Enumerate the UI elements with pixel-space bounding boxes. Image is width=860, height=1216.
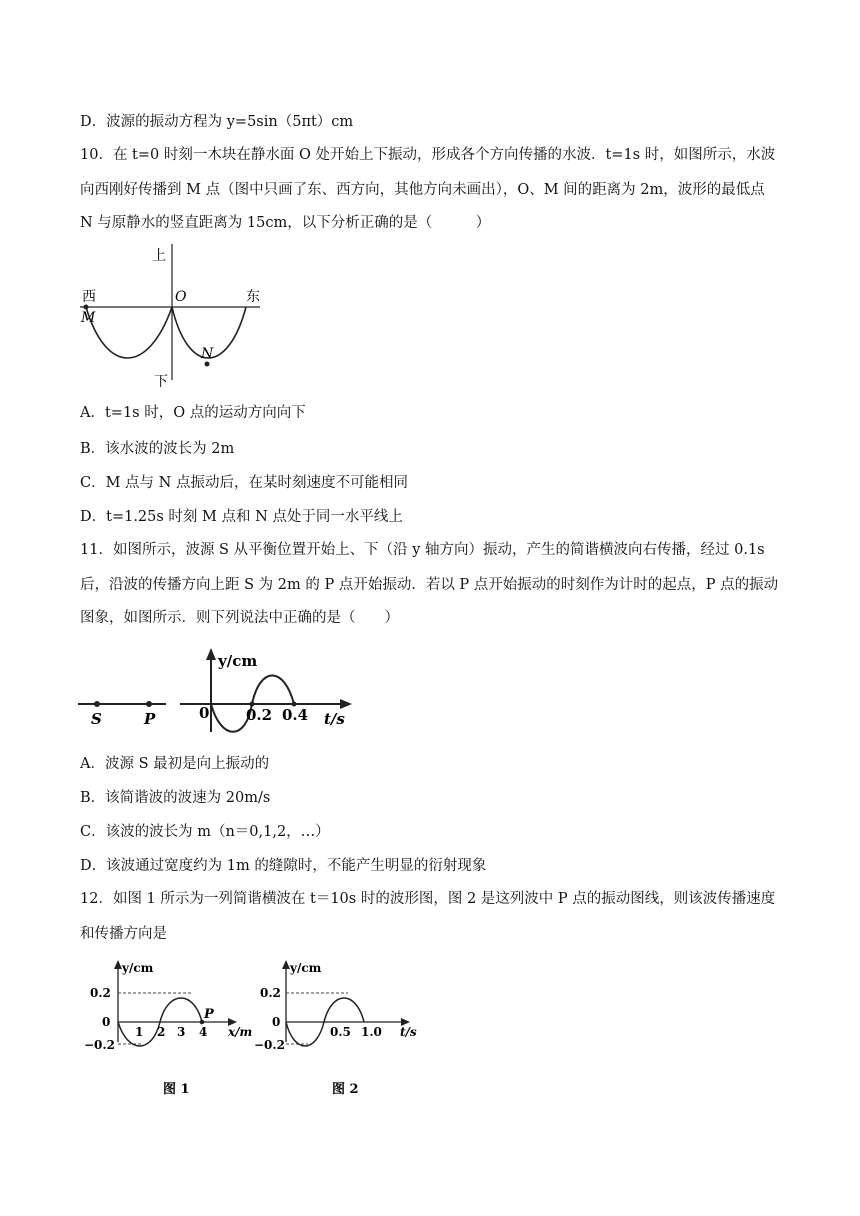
q10-label-n: N <box>201 346 214 362</box>
q12-stem-line-2: 和传播方向是 <box>80 926 167 942</box>
q12-fig1-yneg: −0.2 <box>84 1038 115 1052</box>
q11-option-d: D．该波通过宽度约为 1m 的缝隙时，不能产生明显的衍射现象 <box>80 858 487 874</box>
q12-fig1-caption: 图 1 <box>163 1082 190 1097</box>
q10-label-o: O <box>175 289 187 305</box>
q12-fig1-origin: 0 <box>102 1015 111 1029</box>
q11-label-s: S <box>91 710 102 728</box>
q11-option-a: A．波源 S 最初是向上振动的 <box>80 756 270 772</box>
q10-label-up: 上 <box>152 248 166 264</box>
q12-fig1-p: P <box>204 1007 214 1022</box>
q10-label-down: 下 <box>154 374 168 390</box>
q12-fig1-xlabel: x/m <box>228 1025 253 1039</box>
q12-fig2-xlabel: t/s <box>400 1025 417 1039</box>
q10-label-east: 东 <box>246 289 260 305</box>
q12-fig1-ylabel: y/cm <box>122 961 154 975</box>
q10-option-b: B．该水波的波长为 2m <box>80 441 235 457</box>
q11-stem-line-1: 11．如图所示，波源 S 从平衡位置开始上、下（沿 y 轴方向）振动，产生的简谐横波向右传播，经过 0.1s <box>80 542 765 558</box>
q12-figure-2 <box>252 956 427 1101</box>
q11-option-b: B．该简谐波的波速为 20m/s <box>80 790 271 806</box>
q10-stem-line-1: 10．在 t=0 时刻一木块在静水面 O 处开始上下振动，形成各个方向传播的水波．t=1s 时，如图所示，水波 <box>80 147 776 163</box>
q12-fig1-x3: 3 <box>177 1025 186 1039</box>
q12-fig2-x1: 0.5 <box>330 1025 351 1039</box>
q11-tick-1: 0.2 <box>246 706 273 724</box>
q12-fig2-caption: 图 2 <box>332 1082 359 1097</box>
q10-stem-line-3: N 与原静水的竖直距离为 15cm，以下分析正确的是（ ） <box>80 215 491 231</box>
q11-tick-2: 0.4 <box>282 706 309 724</box>
q12-figure-1 <box>84 956 254 1101</box>
q11-xlabel: t/s <box>324 710 345 728</box>
q10-stem-line-2: 向西刚好传播到 M 点（图中只画了东、西方向，其他方向未画出），O、M 间的距离为 2m，波形的最低点 <box>80 182 765 198</box>
q10-label-m: M <box>81 310 96 326</box>
q12-fig2-x2: 1.0 <box>361 1025 382 1039</box>
q12-stem-line-1: 12．如图 1 所示为一列简谐横波在 t＝10s 时的波形图，图 2 是这列波中 P 点的振动图线，则该波传播速度 <box>80 891 776 907</box>
q9-option-d: D．波源的振动方程为 y=5sin（5πt）cm <box>80 114 354 130</box>
q10-wave-figure <box>78 240 268 390</box>
q10-option-a: A．t=1s 时，O 点的运动方向向下 <box>80 405 306 421</box>
q11-stem-line-2: 后，沿波的传播方向上距 S 为 2m 的 P 点开始振动．若以 P 点开始振动的时刻作为计时的起点，P 点的振动 <box>80 577 779 593</box>
q12-fig1-ypos: 0.2 <box>90 986 111 1000</box>
q11-option-c: C．该波的波长为 m（n＝0,1,2，…） <box>80 824 330 840</box>
q11-ylabel: y/cm <box>218 652 258 670</box>
q12-fig2-ylabel: y/cm <box>290 961 322 975</box>
q12-fig1-x4: 4 <box>199 1025 208 1039</box>
q12-fig2-yneg: −0.2 <box>254 1038 285 1052</box>
q11-label-p: P <box>144 710 156 728</box>
q11-wave-figure <box>76 646 366 736</box>
q12-fig1-x1: 1 <box>135 1025 144 1039</box>
q11-stem-line-3: 图象，如图所示．则下列说法中正确的是（ ） <box>80 610 399 626</box>
q12-fig2-origin: 0 <box>272 1015 281 1029</box>
q10-option-d: D．t=1.25s 时刻 M 点和 N 点处于同一水平线上 <box>80 509 403 525</box>
q12-fig1-x2: 2 <box>157 1025 166 1039</box>
q12-fig2-ypos: 0.2 <box>260 986 281 1000</box>
q11-origin: 0 <box>199 704 210 722</box>
q10-option-c: C．M 点与 N 点振动后，在某时刻速度不可能相同 <box>80 475 408 491</box>
q10-label-west: 西 <box>82 289 96 305</box>
